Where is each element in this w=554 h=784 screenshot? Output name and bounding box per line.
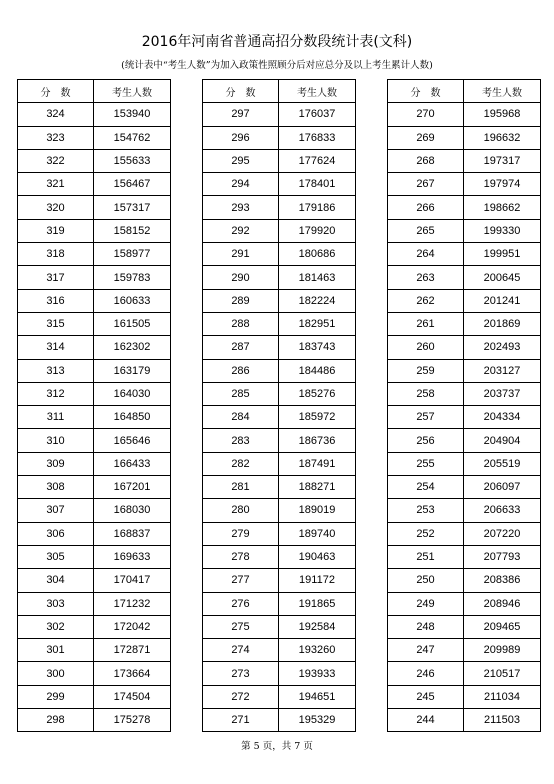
score-cell: 282 [203,452,279,475]
count-cell: 164030 [94,382,171,405]
count-cell: 157317 [94,196,171,219]
table-row [203,615,356,638]
score-cell: 286 [203,359,279,382]
count-cell: 201241 [464,289,541,312]
score-cell: 301 [18,639,94,662]
table-row [18,359,171,382]
score-cell: 283 [203,429,279,452]
score-cell: 290 [203,266,279,289]
score-cell: 295 [203,149,279,172]
count-cell: 179920 [279,219,356,242]
table-row [203,289,356,312]
score-cell: 254 [388,476,464,499]
table-row [203,709,356,732]
score-cell: 265 [388,219,464,242]
table-row [18,639,171,662]
table-row [388,615,541,638]
score-cell: 276 [203,592,279,615]
table-header-row [203,80,356,103]
score-cell: 294 [203,173,279,196]
count-cell: 197974 [464,173,541,196]
score-cell: 288 [203,312,279,335]
score-cell: 273 [203,662,279,685]
count-cell: 166433 [94,452,171,475]
score-cell: 317 [18,266,94,289]
table-row [388,592,541,615]
count-cell: 170417 [94,569,171,592]
count-cell: 167201 [94,476,171,499]
table-row [388,266,541,289]
score-cell: 322 [18,149,94,172]
table-row [18,685,171,708]
count-cell: 176833 [279,126,356,149]
count-cell: 164850 [94,406,171,429]
table-row [18,336,171,359]
count-cell: 209989 [464,639,541,662]
score-table-1 [17,79,171,732]
score-table-3 [387,79,541,732]
table-row [18,149,171,172]
score-cell: 280 [203,499,279,522]
table-row [18,452,171,475]
table-row [203,406,356,429]
count-column-header: 考生人数 [464,80,541,103]
table-row [18,289,171,312]
score-cell: 302 [18,615,94,638]
table-row [18,312,171,335]
count-cell: 207793 [464,545,541,568]
page-title: 2016年河南省普通高招分数段统计表(文科) [141,34,413,50]
page-footer: 第 5 页，共 7 页 [241,741,313,752]
score-cell: 244 [388,709,464,732]
table-row [203,359,356,382]
table-row [203,126,356,149]
count-cell: 158152 [94,219,171,242]
score-cell: 248 [388,615,464,638]
count-cell: 173664 [94,662,171,685]
table-row [18,126,171,149]
score-cell: 257 [388,406,464,429]
table-row [388,685,541,708]
table-row [18,615,171,638]
score-cell: 279 [203,522,279,545]
count-cell: 181463 [279,266,356,289]
table-row [388,382,541,405]
score-cell: 249 [388,592,464,615]
table-row [18,709,171,732]
table-row [388,336,541,359]
score-cell: 263 [388,266,464,289]
count-cell: 189740 [279,522,356,545]
score-cell: 268 [388,149,464,172]
table-row [18,243,171,266]
score-cell: 312 [18,382,94,405]
score-cell: 313 [18,359,94,382]
table-row [203,173,356,196]
count-cell: 211034 [464,685,541,708]
table-row [18,103,171,126]
table-row [203,662,356,685]
count-cell: 200645 [464,266,541,289]
table-row [203,196,356,219]
count-cell: 194651 [279,685,356,708]
count-cell: 179186 [279,196,356,219]
score-cell: 309 [18,452,94,475]
score-cell: 310 [18,429,94,452]
count-cell: 169633 [94,545,171,568]
count-cell: 199951 [464,243,541,266]
score-cell: 319 [18,219,94,242]
count-cell: 187491 [279,452,356,475]
count-cell: 171232 [94,592,171,615]
score-cell: 274 [203,639,279,662]
table-row [388,103,541,126]
score-cell: 277 [203,569,279,592]
count-cell: 175278 [94,709,171,732]
table-row [203,476,356,499]
score-cell: 318 [18,243,94,266]
count-cell: 158977 [94,243,171,266]
score-cell: 266 [388,196,464,219]
count-cell: 180686 [279,243,356,266]
score-cell: 315 [18,312,94,335]
count-cell: 189019 [279,499,356,522]
count-cell: 203127 [464,359,541,382]
score-column-header: 分 数 [18,80,94,103]
table-header-row [388,80,541,103]
table-row [388,639,541,662]
count-cell: 160633 [94,289,171,312]
count-cell: 193933 [279,662,356,685]
table-row [388,662,541,685]
count-cell: 182224 [279,289,356,312]
count-cell: 191865 [279,592,356,615]
table-row [203,499,356,522]
count-cell: 161505 [94,312,171,335]
score-cell: 323 [18,126,94,149]
score-cell: 269 [388,126,464,149]
score-cell: 324 [18,103,94,126]
count-cell: 156467 [94,173,171,196]
table-row [203,312,356,335]
score-cell: 260 [388,336,464,359]
score-cell: 284 [203,406,279,429]
count-column-header: 考生人数 [279,80,356,103]
table-row [18,406,171,429]
score-cell: 258 [388,382,464,405]
table-row [388,499,541,522]
score-cell: 256 [388,429,464,452]
count-cell: 196632 [464,126,541,149]
count-cell: 201869 [464,312,541,335]
table-row [388,312,541,335]
table-row [18,219,171,242]
score-cell: 247 [388,639,464,662]
page-subtitle: (统计表中“考生人数”为加入政策性照顾分后对应总分及以上考生累计人数) [121,60,433,71]
count-cell: 182951 [279,312,356,335]
table-row [388,709,541,732]
score-cell: 262 [388,289,464,312]
count-cell: 183743 [279,336,356,359]
score-cell: 298 [18,709,94,732]
table-row [388,522,541,545]
table-row [203,336,356,359]
count-cell: 176037 [279,103,356,126]
count-cell: 210517 [464,662,541,685]
count-cell: 174504 [94,685,171,708]
score-cell: 246 [388,662,464,685]
score-cell: 250 [388,569,464,592]
score-cell: 300 [18,662,94,685]
score-cell: 270 [388,103,464,126]
table-row [388,196,541,219]
score-cell: 252 [388,522,464,545]
count-cell: 163179 [94,359,171,382]
table-row [203,103,356,126]
score-cell: 278 [203,545,279,568]
table-row [388,406,541,429]
table-row [18,382,171,405]
count-cell: 199330 [464,219,541,242]
table-row [18,522,171,545]
score-cell: 320 [18,196,94,219]
table-row [203,569,356,592]
score-cell: 303 [18,592,94,615]
score-cell: 285 [203,382,279,405]
score-cell: 292 [203,219,279,242]
count-cell: 204334 [464,406,541,429]
score-cell: 259 [388,359,464,382]
score-cell: 293 [203,196,279,219]
score-column-header: 分 数 [388,80,464,103]
score-cell: 287 [203,336,279,359]
table-row [388,126,541,149]
count-cell: 198662 [464,196,541,219]
table-row [18,569,171,592]
count-cell: 205519 [464,452,541,475]
score-cell: 267 [388,173,464,196]
count-cell: 165646 [94,429,171,452]
score-cell: 264 [388,243,464,266]
score-cell: 316 [18,289,94,312]
table-row [388,545,541,568]
score-cell: 272 [203,685,279,708]
count-cell: 202493 [464,336,541,359]
count-cell: 197317 [464,149,541,172]
table-row [203,382,356,405]
count-cell: 193260 [279,639,356,662]
table-row [388,476,541,499]
count-cell: 168030 [94,499,171,522]
table-row [203,592,356,615]
table-row [18,173,171,196]
count-cell: 178401 [279,173,356,196]
score-cell: 297 [203,103,279,126]
score-cell: 253 [388,499,464,522]
count-cell: 154762 [94,126,171,149]
table-row [18,592,171,615]
table-row [18,266,171,289]
score-cell: 299 [18,685,94,708]
count-cell: 168837 [94,522,171,545]
count-cell: 208386 [464,569,541,592]
count-cell: 208946 [464,592,541,615]
table-header-row [18,80,171,103]
count-cell: 211503 [464,709,541,732]
table-row [388,243,541,266]
count-cell: 184486 [279,359,356,382]
count-cell: 162302 [94,336,171,359]
table-row [18,499,171,522]
count-cell: 177624 [279,149,356,172]
score-cell: 311 [18,406,94,429]
score-cell: 275 [203,615,279,638]
score-cell: 271 [203,709,279,732]
score-cell: 255 [388,452,464,475]
score-cell: 307 [18,499,94,522]
count-cell: 192584 [279,615,356,638]
table-row [388,429,541,452]
table-row [388,452,541,475]
score-column-header: 分 数 [203,80,279,103]
table-row [203,639,356,662]
table-row [388,149,541,172]
count-cell: 209465 [464,615,541,638]
table-row [388,359,541,382]
count-cell: 195968 [464,103,541,126]
score-table-2 [202,79,356,732]
count-cell: 153940 [94,103,171,126]
score-cell: 314 [18,336,94,359]
count-cell: 195329 [279,709,356,732]
count-cell: 185972 [279,406,356,429]
table-row [203,266,356,289]
count-cell: 172871 [94,639,171,662]
count-cell: 203737 [464,382,541,405]
table-row [203,685,356,708]
score-cell: 251 [388,545,464,568]
score-cell: 308 [18,476,94,499]
score-cell: 305 [18,545,94,568]
score-cell: 281 [203,476,279,499]
count-cell: 191172 [279,569,356,592]
count-cell: 190463 [279,545,356,568]
table-row [203,452,356,475]
table-row [18,476,171,499]
score-cell: 291 [203,243,279,266]
table-row [18,662,171,685]
count-cell: 155633 [94,149,171,172]
table-row [18,545,171,568]
table-row [203,219,356,242]
count-cell: 185276 [279,382,356,405]
table-row [388,173,541,196]
count-cell: 186736 [279,429,356,452]
table-row [388,219,541,242]
score-cell: 304 [18,569,94,592]
table-row [388,289,541,312]
count-cell: 172042 [94,615,171,638]
count-cell: 207220 [464,522,541,545]
score-cell: 321 [18,173,94,196]
count-cell: 159783 [94,266,171,289]
count-cell: 188271 [279,476,356,499]
count-column-header: 考生人数 [94,80,171,103]
score-cell: 306 [18,522,94,545]
table-row [203,545,356,568]
score-cell: 245 [388,685,464,708]
table-row [388,569,541,592]
count-cell: 206097 [464,476,541,499]
table-row [203,149,356,172]
score-cell: 261 [388,312,464,335]
score-cell: 289 [203,289,279,312]
score-cell: 296 [203,126,279,149]
table-row [18,429,171,452]
count-cell: 206633 [464,499,541,522]
table-row [203,429,356,452]
table-row [203,243,356,266]
table-row [203,522,356,545]
count-cell: 204904 [464,429,541,452]
table-row [18,196,171,219]
